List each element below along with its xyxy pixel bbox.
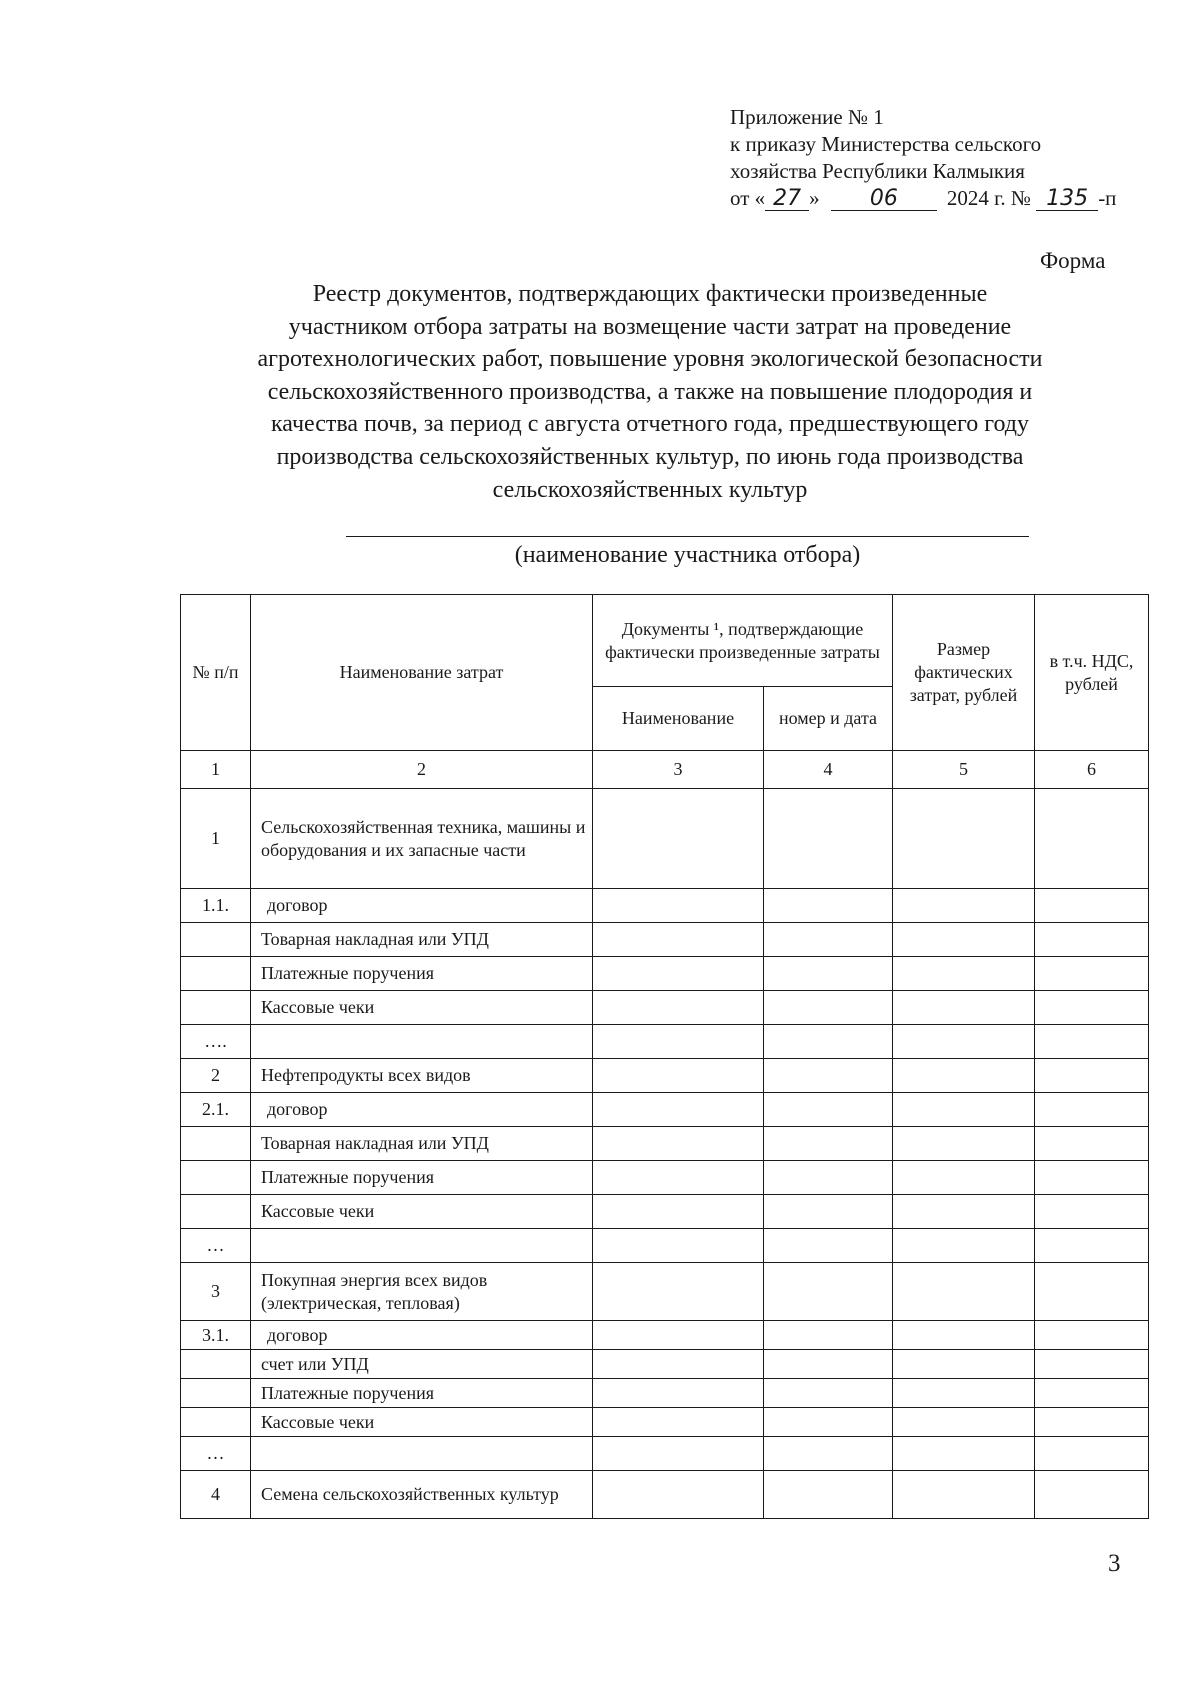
row-number — [181, 1408, 251, 1437]
participant-caption: (наименование участника отбора) — [514, 542, 861, 568]
table-row — [181, 1229, 1149, 1263]
row-number — [181, 1350, 251, 1379]
empty-cell — [1035, 1195, 1149, 1229]
empty-cell — [593, 1195, 764, 1229]
empty-cell — [593, 1437, 764, 1471]
row-number: …. — [181, 1025, 251, 1059]
empty-cell — [893, 1161, 1035, 1195]
empty-cell — [893, 1229, 1035, 1263]
empty-cell — [1035, 789, 1149, 889]
empty-cell — [893, 957, 1035, 991]
empty-cell — [1035, 1161, 1149, 1195]
empty-cell — [893, 923, 1035, 957]
empty-cell — [1035, 1093, 1149, 1127]
row-number — [181, 1195, 251, 1229]
empty-cell — [764, 1059, 893, 1093]
cost-name-cell — [251, 1437, 593, 1471]
table-row — [181, 1350, 1149, 1379]
empty-cell — [764, 1437, 893, 1471]
table-row — [181, 1025, 1149, 1059]
title-line: качества почв, за период с августа отчетного года, предшествующего году — [270, 411, 1030, 438]
cost-name-cell: Кассовые чеки — [251, 1195, 593, 1229]
empty-cell — [593, 1127, 764, 1161]
empty-cell — [1035, 1127, 1149, 1161]
empty-cell — [593, 1025, 764, 1059]
registry-body — [181, 789, 1149, 1519]
empty-cell — [593, 923, 764, 957]
document-title — [170, 278, 1130, 506]
row-number: 2 — [181, 1059, 251, 1093]
empty-cell — [1035, 957, 1149, 991]
empty-cell — [893, 1059, 1035, 1093]
empty-cell — [893, 1437, 1035, 1471]
header-num: № п/п — [181, 595, 251, 751]
empty-cell — [764, 1263, 893, 1321]
table-row — [181, 957, 1149, 991]
row-number — [181, 1161, 251, 1195]
empty-cell — [764, 1350, 893, 1379]
table-row — [181, 991, 1149, 1025]
cost-name-cell: договор — [251, 1321, 593, 1350]
cost-name-cell: Нефтепродукты всех видов — [251, 1059, 593, 1093]
handwritten-day: 27 — [765, 188, 809, 211]
appendix-block — [730, 104, 1160, 212]
empty-cell — [593, 1161, 764, 1195]
empty-cell — [593, 991, 764, 1025]
cost-name-cell: Товарная накладная или УПД — [251, 923, 593, 957]
appendix-line-1: Приложение № 1 — [730, 105, 884, 129]
cost-name-cell — [251, 1025, 593, 1059]
row-number: 2.1. — [181, 1093, 251, 1127]
cost-name-cell: договор — [251, 1093, 593, 1127]
empty-cell — [764, 1127, 893, 1161]
participant-name-line — [346, 536, 1029, 537]
column-number: 2 — [251, 751, 593, 789]
row-number: 3 — [181, 1263, 251, 1321]
empty-cell — [893, 991, 1035, 1025]
cost-name-cell: Кассовые чеки — [251, 991, 593, 1025]
empty-cell — [1035, 1350, 1149, 1379]
table-row — [181, 1059, 1149, 1093]
empty-cell — [593, 1379, 764, 1408]
number-suffix: -п — [1098, 186, 1117, 210]
empty-cell — [893, 1379, 1035, 1408]
empty-cell — [1035, 923, 1149, 957]
title-line: сельскохозяйственных культур — [492, 476, 808, 503]
year-text: 2024 г. № — [946, 186, 1031, 210]
column-number: 5 — [893, 751, 1035, 789]
empty-cell — [593, 1350, 764, 1379]
table-row — [181, 1321, 1149, 1350]
empty-cell — [593, 1059, 764, 1093]
column-number: 6 — [1035, 751, 1149, 789]
row-number: 1 — [181, 789, 251, 889]
empty-cell — [764, 789, 893, 889]
empty-cell — [593, 1471, 764, 1519]
empty-cell — [764, 957, 893, 991]
empty-cell — [764, 1093, 893, 1127]
handwritten-order-number: 135 — [1036, 188, 1098, 211]
appendix-date-line — [730, 185, 1160, 212]
empty-cell — [1035, 991, 1149, 1025]
empty-cell — [893, 1025, 1035, 1059]
empty-cell — [893, 1093, 1035, 1127]
table-row — [181, 1195, 1149, 1229]
header-documents: Документы ¹, подтверждающие фактически произведенные затраты — [593, 595, 893, 687]
empty-cell — [764, 1229, 893, 1263]
table-row — [181, 1127, 1149, 1161]
empty-cell — [764, 1321, 893, 1350]
table-row — [181, 1263, 1149, 1321]
row-number — [181, 991, 251, 1025]
date-prefix: от « — [730, 186, 766, 210]
empty-cell — [1035, 1321, 1149, 1350]
empty-cell — [1035, 1408, 1149, 1437]
registry-table — [180, 594, 1149, 1519]
empty-cell — [593, 1263, 764, 1321]
empty-cell — [593, 1093, 764, 1127]
cost-name-cell: Семена сельскохозяйственных культур — [251, 1471, 593, 1519]
header-cost-name: Наименование затрат — [251, 595, 593, 751]
page-number: 3 — [1108, 1550, 1121, 1577]
empty-cell — [893, 1263, 1035, 1321]
empty-cell — [893, 1471, 1035, 1519]
cost-name-cell — [251, 1229, 593, 1263]
row-number: 3.1. — [181, 1321, 251, 1350]
empty-cell — [893, 789, 1035, 889]
empty-cell — [893, 889, 1035, 923]
empty-cell — [593, 1321, 764, 1350]
empty-cell — [593, 789, 764, 889]
table-row — [181, 1093, 1149, 1127]
empty-cell — [764, 889, 893, 923]
row-number: … — [181, 1229, 251, 1263]
table-row — [181, 1379, 1149, 1408]
cost-name-cell: Платежные поручения — [251, 957, 593, 991]
cost-name-cell: Платежные поручения — [251, 1379, 593, 1408]
empty-cell — [764, 1195, 893, 1229]
form-label: Форма — [1040, 248, 1106, 273]
empty-cell — [893, 1408, 1035, 1437]
empty-cell — [893, 1350, 1035, 1379]
empty-cell — [764, 991, 893, 1025]
empty-cell — [1035, 1437, 1149, 1471]
empty-cell — [893, 1195, 1035, 1229]
table-row — [181, 1471, 1149, 1519]
header-doc-number-date: номер и дата — [764, 687, 893, 751]
column-number: 4 — [764, 751, 893, 789]
empty-cell — [593, 957, 764, 991]
empty-cell — [1035, 1263, 1149, 1321]
appendix-line-3: хозяйства Республики Калмыкия — [730, 159, 1025, 183]
cost-name-cell: Платежные поручения — [251, 1161, 593, 1195]
empty-cell — [593, 1229, 764, 1263]
empty-cell — [593, 1408, 764, 1437]
empty-cell — [1035, 1471, 1149, 1519]
empty-cell — [1035, 1025, 1149, 1059]
empty-cell — [593, 889, 764, 923]
title-line: Реестр документов, подтверждающих фактически произведенные — [312, 281, 988, 307]
header-doc-name: Наименование — [593, 687, 764, 751]
empty-cell — [1035, 889, 1149, 923]
empty-cell — [764, 1471, 893, 1519]
column-number-row — [181, 751, 1149, 789]
title-line: агротехнологических работ, повышение уровня экологической безопасности — [257, 346, 1043, 373]
table-row — [181, 1161, 1149, 1195]
empty-cell — [764, 1408, 893, 1437]
empty-cell — [1035, 1059, 1149, 1093]
table-row — [181, 889, 1149, 923]
row-number: 4 — [181, 1471, 251, 1519]
row-number — [181, 1127, 251, 1161]
column-number: 3 — [593, 751, 764, 789]
empty-cell — [893, 1127, 1035, 1161]
header-vat: в т.ч. НДС, рублей — [1035, 595, 1149, 751]
title-line: производства сельскохозяйственных культур, по июнь года производства — [276, 443, 1024, 470]
appendix-line-2: к приказу Министерства сельского — [730, 132, 1042, 156]
empty-cell — [1035, 1379, 1149, 1408]
empty-cell — [893, 1321, 1035, 1350]
cost-name-cell: Товарная накладная или УПД — [251, 1127, 593, 1161]
row-number: 1.1. — [181, 889, 251, 923]
cost-name-cell: счет или УПД — [251, 1350, 593, 1379]
row-number — [181, 957, 251, 991]
title-line: участником отбора затраты на возмещение части затрат на проведение — [288, 313, 1012, 340]
row-number — [181, 923, 251, 957]
cost-name-cell: Покупная энергия всех видов (электрическая, тепловая) — [251, 1263, 593, 1321]
cost-name-cell: Сельскохозяйственная техника, машины и оборудования и их запасные части — [251, 789, 593, 889]
column-number: 1 — [181, 751, 251, 789]
header-actual-costs: Размер фактических затрат, рублей — [893, 595, 1035, 751]
empty-cell — [764, 923, 893, 957]
date-day-close: » — [809, 186, 820, 210]
empty-cell — [764, 1025, 893, 1059]
row-number — [181, 1379, 251, 1408]
empty-cell — [764, 1379, 893, 1408]
cost-name-cell: договор — [251, 889, 593, 923]
table-row — [181, 1408, 1149, 1437]
empty-cell — [1035, 1229, 1149, 1263]
table-row — [181, 789, 1149, 889]
table-row — [181, 923, 1149, 957]
title-line: сельскохозяйственного производства, а также на повышение плодородия и — [267, 378, 1033, 405]
cost-name-cell: Кассовые чеки — [251, 1408, 593, 1437]
empty-cell — [764, 1161, 893, 1195]
table-row — [181, 1437, 1149, 1471]
handwritten-month: 06 — [831, 188, 937, 211]
row-number: … — [181, 1437, 251, 1471]
